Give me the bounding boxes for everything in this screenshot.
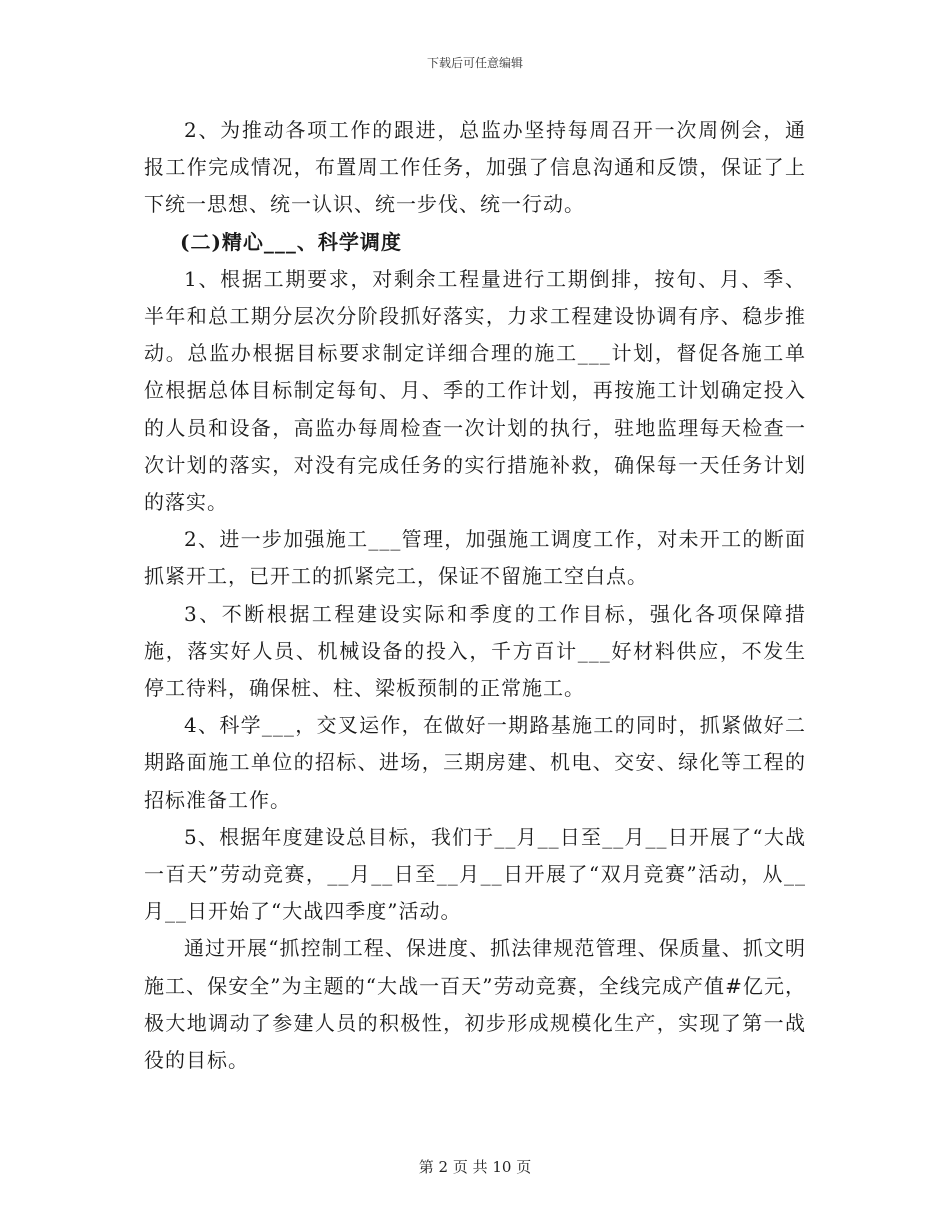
- paragraph-scientific-operation: 4、科学___，交叉运作，在做好一期路基施工的同时，抓紧做好二期路面施工单位的招标、进场，三期房建、机电、交安、绿化等工程的招标准备工作。: [144, 713, 806, 812]
- paragraph-safeguards: 3、不断根据工程建设实际和季度的工作目标，强化各项保障措施，落实好人员、机械设备的投入，千方百计___好材料供应，不发生停工待料，确保桩、柱、梁板预制的正常施工。: [144, 601, 806, 701]
- paragraph-competitions: 5、根据年度建设总目标，我们于__月__日至__月__日开展了“大战一百天”劳动竞赛，__月__日至__月__日开展了“双月竞赛”活动，从__月__日开始了“大战四季度”活动。: [144, 824, 806, 924]
- page-header-note: 下载后可任意编辑: [426, 56, 523, 70]
- paragraph-meeting: 2、为推动各项工作的跟进，总监办坚持每周召开一次周例会，通报工作完成情况，布置周工作任务，加强了信息沟通和反馈，保证了上下统一思想、统一认识、统一步伐、统一行动。: [144, 118, 806, 217]
- section-heading-scheduling: (二)精心___、科学调度: [180, 229, 402, 254]
- paragraph-construction-management: 2、进一步加强施工___管理，加强施工调度工作，对未开工的断面抓紧开工，已开工的抓紧完工，保证不留施工空白点。: [144, 527, 806, 589]
- paragraph-results: 通过开展“抓控制工程、保进度、抓法律规范管理、保质量、抓文明施工、保安全”为主题的“大战一百天”劳动竞赛，全线完成产值#亿元，极大地调动了参建人员的积极性，初步形成规模化生产，实现了第一战役的目标。: [144, 936, 806, 1073]
- paragraph-schedule-plan: 1、根据工期要求，对剩余工程量进行工期倒排，按旬、月、季、半年和总工期分层次分阶段抓好落实，力求工程建设协调有序、稳步推动。总监办根据目标要求制定详细合理的施工___计划，督促各施工单位根据总体目标制定每旬、月、季的工作计划，再按施工计划确定投入的人员和设备，高监办每周检查一次计划的执行，驻地监理每天检查一次计划的落实，对没有完成任务的实行措施补救，确保每一天任务计划的落实。: [144, 266, 806, 515]
- page-number-footer: 第 2 页 共 10 页: [418, 1158, 532, 1176]
- document-body: [144, 112, 806, 1079]
